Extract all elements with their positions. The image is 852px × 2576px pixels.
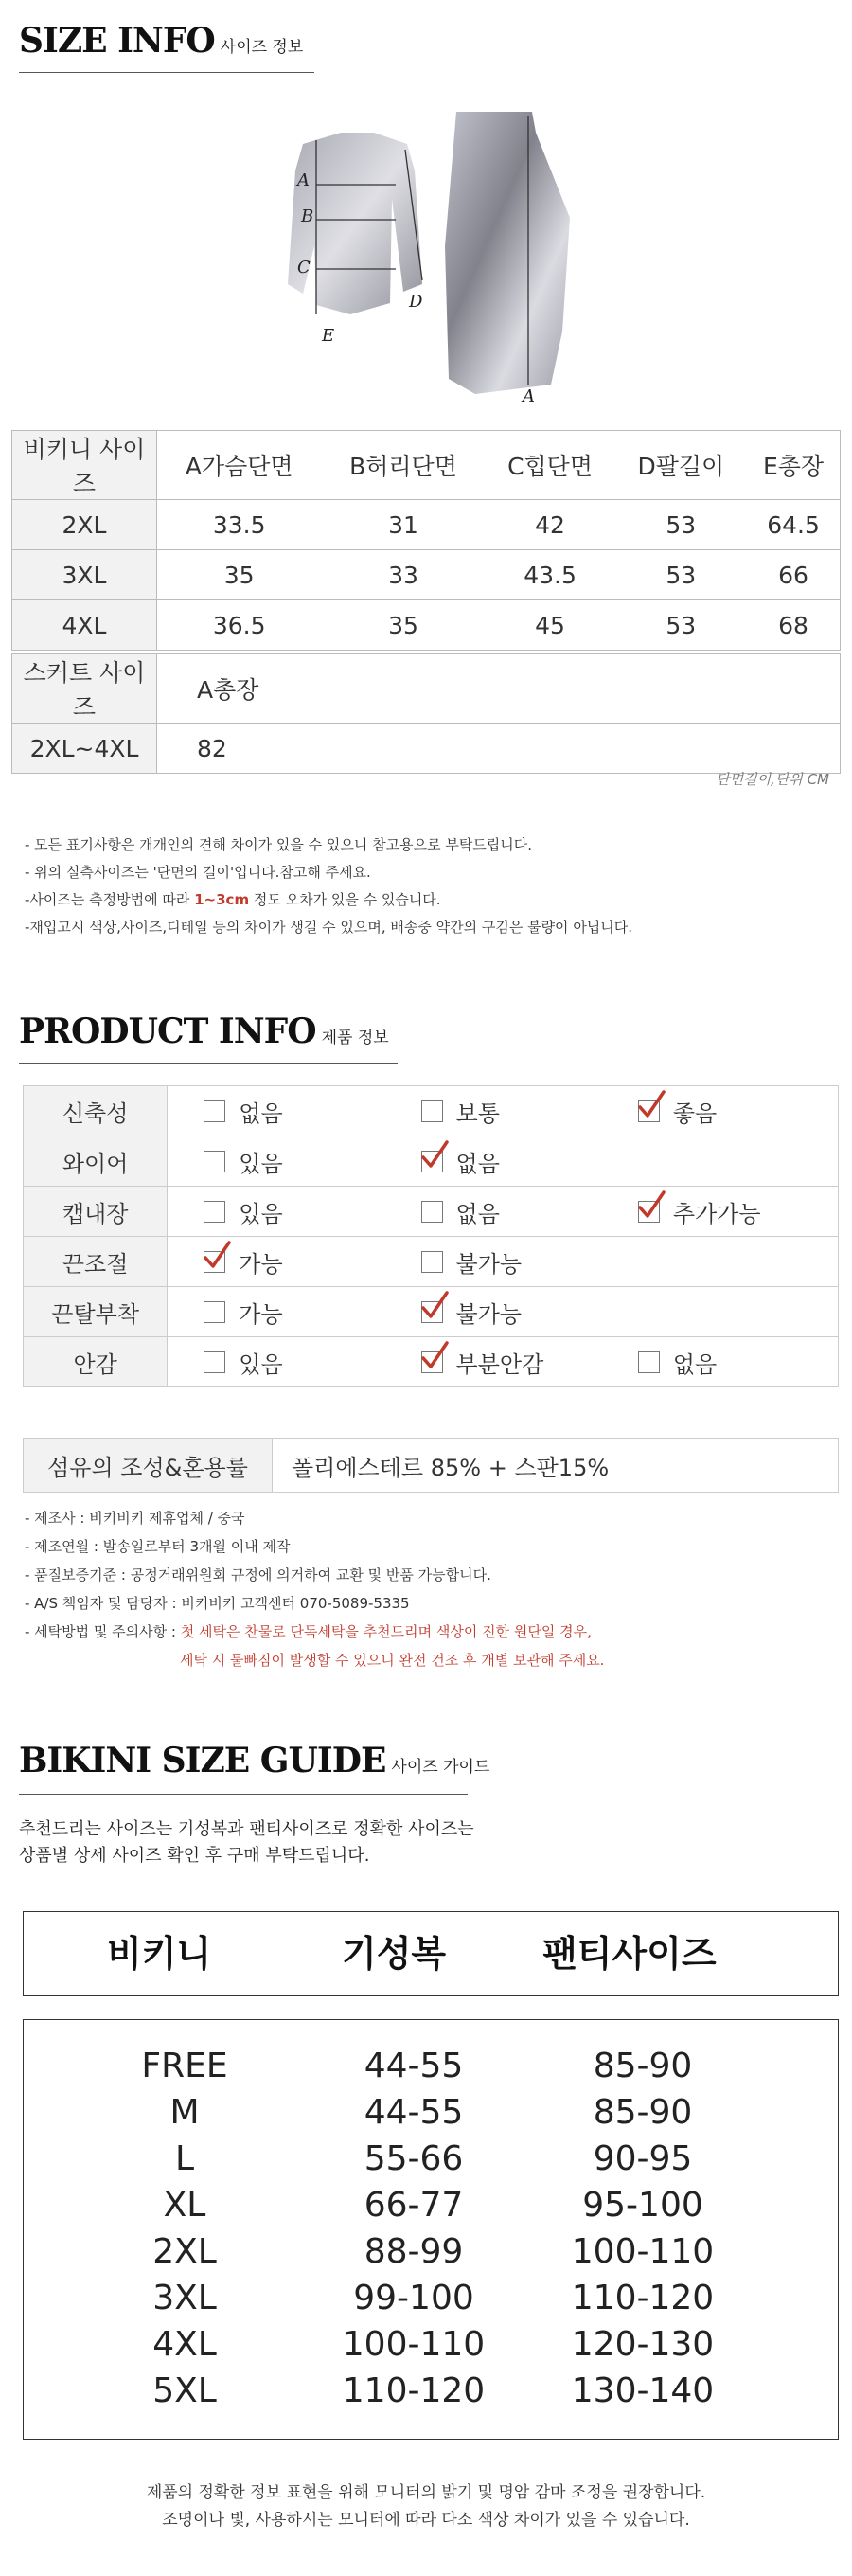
size-guide-cell: 3XL (152, 2279, 217, 2317)
product-info-row (24, 1136, 839, 1187)
note-line: -사이즈는 측정방법에 따라 1~3cm 정도 오차가 있을 수 있습니다. (25, 891, 441, 908)
product-info-option-cell (168, 1136, 385, 1187)
option-label: 없음 (239, 1100, 283, 1127)
size-guide-body (23, 2019, 839, 2440)
size-guide-cell: 66-77 (364, 2186, 464, 2225)
table-cell: 82 (157, 724, 841, 774)
maker-line (25, 1646, 604, 1674)
size-guide-cell: 4XL (152, 2325, 217, 2364)
checkbox-icon (204, 1351, 225, 1373)
table-header-cell: C힙단면 (486, 431, 615, 500)
wash-warning: 세탁 시 물빠짐이 발생할 수 있으니 완전 건조 후 개별 보관해 주세요. (180, 1652, 605, 1669)
option (168, 1145, 384, 1178)
table-cell: 4XL (12, 600, 157, 651)
option (385, 1245, 602, 1279)
figure-label-a: A (297, 170, 310, 190)
size-guide-cell: L (174, 2139, 195, 2178)
table-cell: 31 (321, 500, 485, 550)
option-label: 있음 (239, 1150, 283, 1177)
checked-checkbox-icon (421, 1351, 443, 1373)
size-guide-cell: 100-110 (571, 2232, 715, 2271)
table-header-row (12, 431, 841, 500)
figure-label-b: B (301, 206, 314, 226)
fiber-value: 폴리에스테르 85% + 스판15% (273, 1439, 839, 1493)
maker-line: - A/S 책임자 및 담당자 : 비키비키 고객센터 070-5089-5335 (25, 1595, 410, 1612)
checked-checkbox-icon (204, 1251, 225, 1273)
product-info-option-cell (168, 1287, 385, 1337)
option-label: 보통 (455, 1100, 500, 1127)
table-header-cell: E총장 (747, 431, 840, 500)
size-guide-cell: 110-120 (571, 2279, 715, 2317)
table-cell: 68 (747, 600, 840, 651)
size-guide-cell: XL (163, 2186, 206, 2225)
monitor-notice: 제품의 정확한 정보 표현을 위해 모니터의 밝기 및 명암 감마 조정을 권장합니다. 조명이나 빛, 사용하시는 모니터에 따라 다소 색상 차이가 있을 수 있습니다. (146, 2483, 706, 2530)
size-info-underline (19, 72, 314, 73)
product-info-option-cell (602, 1337, 839, 1387)
option-label: 좋음 (672, 1100, 718, 1127)
maker-info (25, 1504, 604, 1674)
checkbox-icon (204, 1151, 225, 1172)
table-header-cell: A총장 (157, 654, 841, 724)
guide-header-ready-to-wear: 기성복 (342, 1933, 447, 1975)
product-info-option-cell (602, 1136, 839, 1187)
note-line: -재입고시 색상,사이즈,디테일 등의 차이가 생길 수 있으며, 배송중 약간의 구김은 불량이 아닙니다. (25, 919, 633, 936)
product-info-option-cell (385, 1237, 602, 1287)
table-header-cell: A가슴단면 (157, 431, 322, 500)
checkbox-icon (421, 1251, 443, 1273)
table-header-cell: 비키니 사이즈 (12, 431, 157, 500)
product-info-option-cell (385, 1337, 602, 1387)
table-cell: 53 (614, 600, 747, 651)
size-guide-cell: 90-95 (593, 2139, 693, 2178)
size-guide-row (24, 2368, 838, 2415)
product-info-option-cell (168, 1237, 385, 1287)
option (168, 1245, 384, 1279)
size-guide-cell: 55-66 (364, 2139, 464, 2178)
product-info-heading: PRODUCT INFO (19, 1011, 316, 1051)
checked-checkbox-icon (421, 1301, 443, 1323)
guide-header-panty-size: 팬티사이즈 (542, 1933, 717, 1975)
product-info-row (24, 1187, 839, 1237)
product-info-title (19, 1011, 389, 1051)
option-label: 가능 (239, 1250, 283, 1278)
size-notes (25, 832, 632, 941)
figure-label-c: C (297, 258, 311, 277)
checkbox-icon (204, 1100, 225, 1122)
option (168, 1346, 384, 1379)
product-info-subtitle: 제품 정보 (321, 1029, 389, 1047)
product-info-option-cell (385, 1086, 602, 1136)
option (602, 1195, 838, 1228)
table-row (12, 724, 841, 774)
table-row (24, 1439, 839, 1493)
option (385, 1145, 602, 1178)
table-cell: 33 (321, 550, 485, 600)
option-label: 있음 (239, 1351, 283, 1378)
product-info-underline (19, 1063, 398, 1064)
size-guide-row (24, 2136, 838, 2183)
size-guide-underline (19, 1794, 468, 1795)
product-info-option-cell (168, 1187, 385, 1237)
table-cell: 42 (486, 500, 615, 550)
option-label: 가능 (239, 1300, 283, 1328)
size-guide-cell: 44-55 (364, 2093, 464, 2132)
size-guide-cell: 120-130 (571, 2325, 715, 2364)
size-guide-subtitle: 사이즈 가이드 (391, 1758, 490, 1777)
product-info-label: 안감 (24, 1337, 168, 1387)
option (168, 1095, 384, 1128)
size-guide-row (24, 2089, 838, 2137)
size-guide-cell: 110-120 (342, 2371, 486, 2410)
note-line: - 모든 표기사항은 개개인의 견해 차이가 있을 수 있으니 참고용으로 부탁드립니다. (25, 836, 533, 853)
figure-label-d: D (409, 292, 423, 312)
size-info-subtitle: 사이즈 정보 (220, 38, 304, 57)
maker-line: - 세탁방법 및 주의사항 : 첫 세탁은 찬물로 단독세탁을 추천드리며 색상이 진한 원단일 경우, (25, 1623, 592, 1640)
product-info-row (24, 1237, 839, 1287)
table-cell: 53 (614, 500, 747, 550)
option (602, 1346, 838, 1379)
product-info-option-cell (385, 1287, 602, 1337)
product-info-table (23, 1085, 839, 1387)
unit-note: 단면길이,단위 CM (716, 771, 829, 788)
option (385, 1095, 602, 1128)
product-info-option-cell (602, 1237, 839, 1287)
size-guide-cell: 130-140 (571, 2371, 715, 2410)
size-guide-cell: 5XL (152, 2371, 217, 2410)
maker-line: - 제조사 : 비키비키 제휴업체 / 중국 (25, 1510, 245, 1527)
skirt-size-table (11, 653, 841, 774)
skirt-figure (437, 104, 579, 398)
table-header-cell: 스커트 사이즈 (12, 654, 157, 724)
option-label: 추가가능 (672, 1200, 761, 1227)
size-guide-row (24, 2043, 838, 2090)
size-guide-cell: M (169, 2093, 200, 2132)
product-info-option-cell (602, 1086, 839, 1136)
maker-line: - 품질보증기준 : 공정거래위원회 규정에 의거하여 교환 및 반품 가능합니다. (25, 1566, 491, 1583)
checked-checkbox-icon (638, 1201, 660, 1223)
table-cell: 35 (157, 550, 322, 600)
note-line: - 위의 실측사이즈는 '단면의 길이'입니다.참고해 주세요. (25, 864, 371, 881)
size-guide-cell: FREE (141, 2047, 228, 2085)
option-label: 불가능 (455, 1250, 523, 1278)
option (168, 1195, 384, 1228)
table-cell: 64.5 (747, 500, 840, 550)
table-cell: 45 (486, 600, 615, 651)
product-info-option-cell (602, 1287, 839, 1337)
option-label: 없음 (455, 1200, 500, 1227)
product-info-label: 캡내장 (24, 1187, 168, 1237)
table-cell: 53 (614, 550, 747, 600)
size-guide-row (24, 2182, 838, 2229)
note-highlight: 1~3cm (194, 891, 250, 908)
option-label: 있음 (239, 1200, 283, 1227)
table-row (12, 550, 841, 600)
table-cell: 2XL~4XL (12, 724, 157, 774)
product-info-option-cell (602, 1187, 839, 1237)
option (385, 1296, 602, 1329)
maker-line: - 제조연월 : 발송일로부터 3개월 이내 제작 (25, 1538, 291, 1555)
figure-label-e: E (322, 326, 335, 346)
size-guide-heading: BIKINI SIZE GUIDE (19, 1741, 386, 1780)
product-info-label: 신축성 (24, 1086, 168, 1136)
checkbox-icon (638, 1351, 660, 1373)
size-guide-cell: 88-99 (364, 2232, 464, 2271)
option (602, 1095, 838, 1128)
option (168, 1296, 384, 1329)
checked-checkbox-icon (638, 1100, 660, 1122)
size-guide-cell: 100-110 (342, 2325, 486, 2364)
wash-warning: 첫 세탁은 찬물로 단독세탁을 추천드리며 색상이 진한 원단일 경우, (180, 1623, 592, 1640)
product-info-option-cell (385, 1187, 602, 1237)
table-header-cell: D팔길이 (614, 431, 747, 500)
option-label: 불가능 (455, 1300, 523, 1328)
size-guide-intro: 추천드리는 사이즈는 기성복과 팬티사이즈로 정확한 사이즈는 상품별 상세 사이즈 확인 후 구매 부탁드립니다. (19, 1819, 474, 1866)
table-cell: 43.5 (486, 550, 615, 600)
product-info-option-cell (168, 1086, 385, 1136)
option (385, 1346, 602, 1379)
table-row (12, 500, 841, 550)
size-guide-cell: 44-55 (364, 2047, 464, 2085)
product-info-option-cell (385, 1136, 602, 1187)
size-guide-cell: 85-90 (593, 2093, 693, 2132)
table-header-row (12, 654, 841, 724)
product-info-option-cell (168, 1337, 385, 1387)
checked-checkbox-icon (421, 1151, 443, 1172)
table-cell: 33.5 (157, 500, 322, 550)
checkbox-icon (204, 1201, 225, 1223)
guide-header-bikini: 비키니 (107, 1933, 212, 1975)
table-cell: 3XL (12, 550, 157, 600)
fiber-table (23, 1438, 839, 1493)
size-info-title (19, 21, 303, 61)
table-header-cell: B허리단면 (321, 431, 485, 500)
option-label: 부분안감 (455, 1351, 544, 1378)
fiber-label: 섬유의 조성&혼용률 (24, 1439, 273, 1493)
size-guide-cell: 95-100 (582, 2186, 703, 2225)
size-guide-cell: 2XL (152, 2232, 217, 2271)
product-info-row (24, 1287, 839, 1337)
figure-label-skirt-a: A (523, 386, 535, 406)
table-cell: 66 (747, 550, 840, 600)
checkbox-icon (421, 1201, 443, 1223)
size-guide-cell: 99-100 (353, 2279, 474, 2317)
table-cell: 35 (321, 600, 485, 651)
size-guide-row (24, 2321, 838, 2369)
table-cell: 36.5 (157, 600, 322, 651)
size-guide-row (24, 2228, 838, 2276)
table-cell: 2XL (12, 500, 157, 550)
size-guide-header (23, 1911, 839, 1996)
size-guide-title (19, 1741, 489, 1780)
bikini-size-table (11, 430, 841, 651)
table-row (12, 600, 841, 651)
product-info-row (24, 1337, 839, 1387)
product-info-row (24, 1086, 839, 1136)
product-info-label: 끈탈부착 (24, 1287, 168, 1337)
size-guide-cell: 85-90 (593, 2047, 693, 2085)
size-info-heading: SIZE INFO (19, 21, 215, 61)
product-info-label: 와이어 (24, 1136, 168, 1187)
option-label: 없음 (455, 1150, 500, 1177)
option-label: 없음 (672, 1351, 718, 1378)
option (385, 1195, 602, 1228)
checkbox-icon (204, 1301, 225, 1323)
size-guide-row (24, 2275, 838, 2322)
product-info-label: 끈조절 (24, 1237, 168, 1287)
checkbox-icon (421, 1100, 443, 1122)
